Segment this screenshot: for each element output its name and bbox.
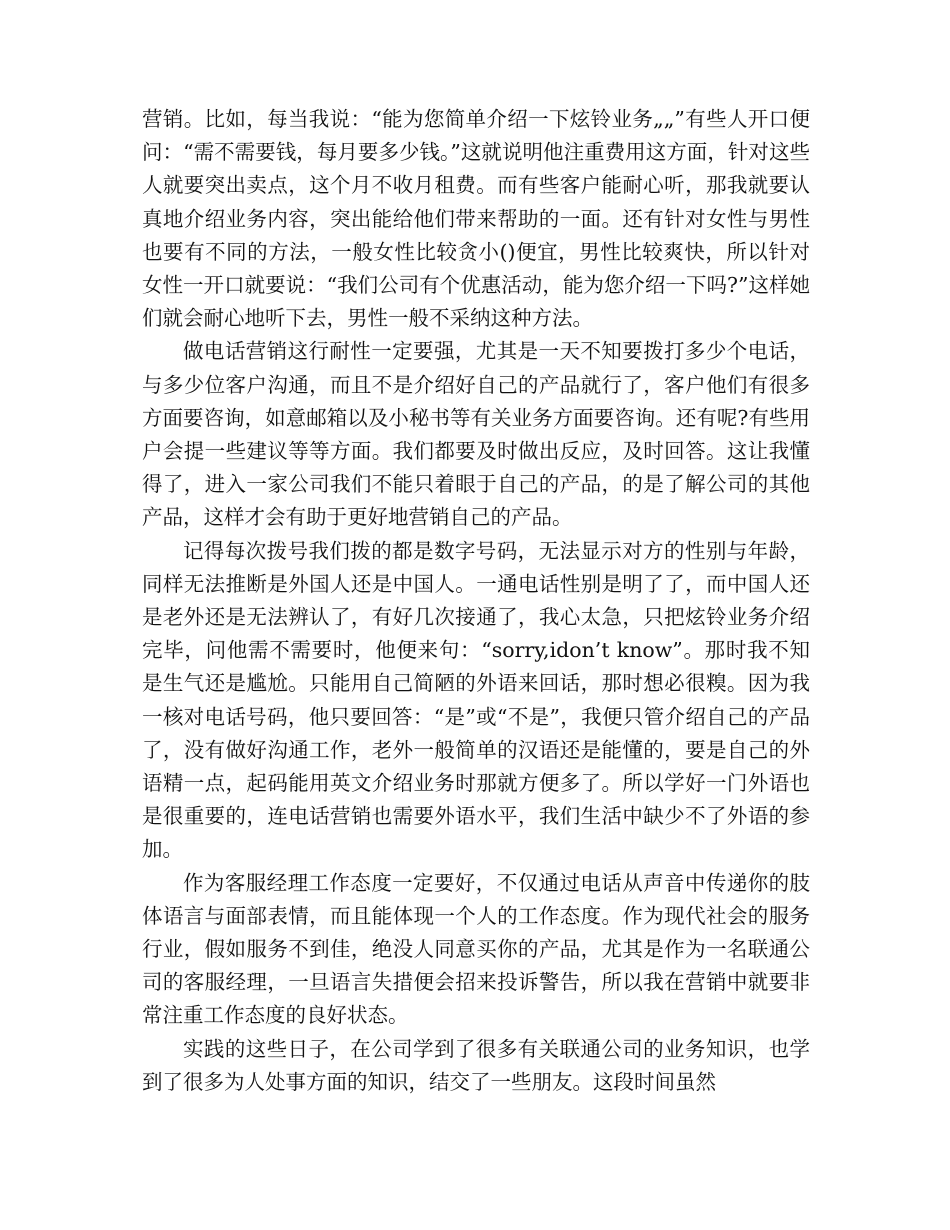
document-page [142,103,810,1099]
paragraph-1: 营销。比如，每当我说：“能为您简单介绍一下炫铃业务„„”有些人开口便问：“需不需要钱，每月要多少钱。”这就说明他注重费用这方面，针对这些人就要突出卖点，这个月不收月租费。而有些客户能耐心听，那我就要认真地介绍业务内容，突出能给他们带来帮助的一面。还有针对女性与男性也要有不同的方法，一般女性比较贪小()便宜，男性比较爽快，所以针对女性一开口就要说：“我们公司有个优惠活动，能为您介绍一下吗?”这样她们就会耐心地听下去，男性一般不采纳这种方法。 [142,107,810,331]
paragraph-2: 做电话营销这行耐性一定要强，尤其是一天不知要拨打多少个电话，与多少位客户沟通，而且不是介绍好自己的产品就行了，客户他们有很多方面要咨询，如意邮箱以及小秘书等有关业务方面要咨询。还有呢?有些用户会提一些建议等等方面。我们都要及时做出反应，及时回答。这让我懂得了，进入一家公司我们不能只着眼于自己的产品，的是了解公司的其他产品，这样才会有助于更好地营销自己的产品。 [142,339,810,530]
paragraph-4: 作为客服经理工作态度一定要好，不仅通过电话从声音中传递你的肢体语言与面部表情，而且能体现一个人的工作态度。作为现代社会的服务行业，假如服务不到佳，绝没人同意买你的产品，尤其是作为一名联通公司的客服经理，一旦语言失措便会招来投诉警告，所以我在营销中就要非常注重工作态度的良好状态。 [142,870,810,1028]
paragraph-3: 记得每次拨号我们拨的都是数字号码，无法显示对方的性别与年龄，同样无法推断是外国人还是中国人。一通电话性别是明了了，而中国人还是老外还是无法辨认了，有好几次接通了，我心太急，只把炫铃业务介绍完毕，问他需不需要时，他便来句：“sorry,idon’t know”。那时我不知是生气还是尴尬。只能用自己简陋的外语来回话，那时想必很糗。因为我一核对电话号码，他只要回答：“是”或“不是”，我便只管介绍自己的产品了，没有做好沟通工作，老外一般简单的汉语还是能懂的，要是自己的外语精一点，起码能用英文介绍业务时那就方便多了。所以学好一门外语也是很重要的，连电话营销也需要外语水平，我们生活中缺少不了外语的参加。 [142,538,810,862]
paragraph-5: 实践的这些日子，在公司学到了很多有关联通公司的业务知识，也学到了很多为人处事方面的知识，结交了一些朋友。这段时间虽然 [142,1036,810,1094]
